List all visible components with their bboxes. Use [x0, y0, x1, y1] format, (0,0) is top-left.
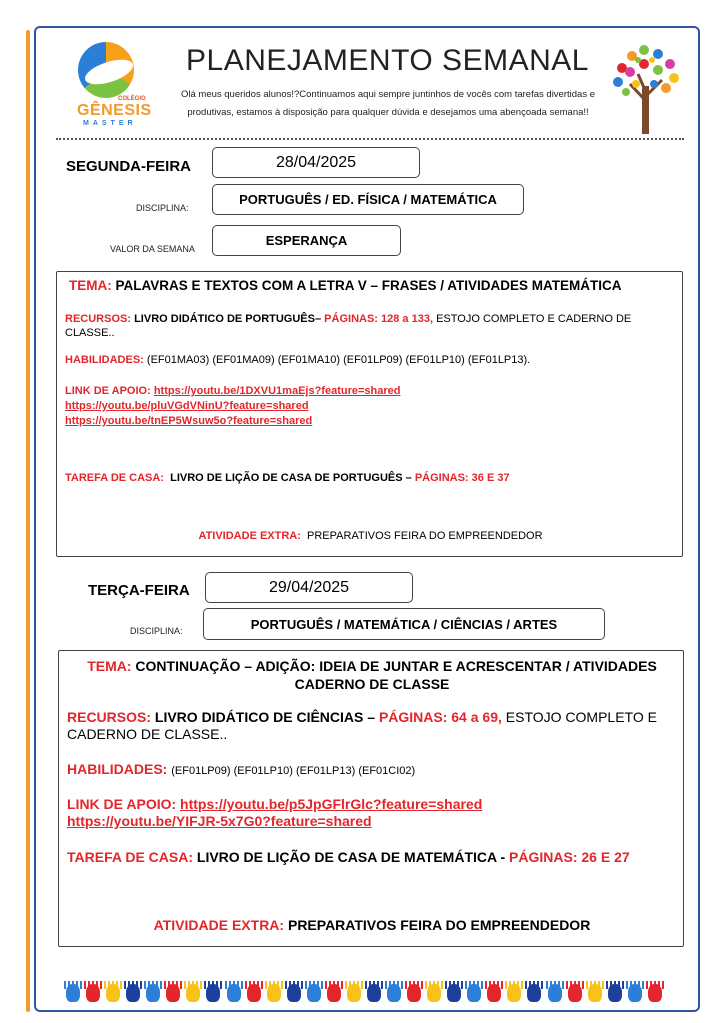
tuesday-links: [67, 796, 677, 830]
hands-border: [66, 984, 662, 1004]
tuesday-extra-text: PREPARATIVOS FEIRA DO EMPREENDEDOR: [287, 917, 591, 933]
monday-habilidades: [65, 354, 673, 366]
logo-master-text: MASTER: [83, 120, 137, 127]
hand-icon: [126, 984, 140, 1002]
monday-recursos-materials: ESTOJO COMPLETO E CADERNO DE CLASSE..: [65, 313, 632, 339]
tuesday-recursos-label: RECURSOS:: [67, 709, 152, 725]
tree-icon: [608, 40, 684, 136]
monday-label: SEGUNDA-FEIRA: [66, 158, 192, 175]
hand-icon: [608, 984, 622, 1002]
monday-link-2[interactable]: https://youtu.be/pluVGdVNinU?feature=shared: [65, 400, 309, 412]
tuesday-recursos-materials: ESTOJO COMPLETO E CADERNO DE CLASSE..: [67, 709, 657, 742]
monday-habilidades-label: HABILIDADES:: [65, 354, 144, 366]
tuesday-tarefa-label: TAREFA DE CASA:: [67, 849, 193, 865]
tuesday-tarefa-text: LIVRO DE LIÇÃO DE CASA DE MATEMÁTICA -: [196, 849, 506, 865]
tuesday-link-2[interactable]: https://youtu.be/YIFJR-5x7G0?feature=shared: [67, 813, 372, 829]
monday-recursos-pages: PÁGINAS: 128 a 133,: [324, 313, 434, 325]
hand-icon: [527, 984, 541, 1002]
monday-tema: [69, 278, 673, 293]
hand-icon: [206, 984, 220, 1002]
school-logo: [70, 40, 160, 130]
hand-icon: [86, 984, 100, 1002]
monday-extra: [57, 530, 684, 542]
hand-icon: [347, 984, 361, 1002]
hand-icon: [327, 984, 341, 1002]
intro-message: Olá meus queridos alunos!?Continuamos aqui sempre juntinhos de vocês com tarefas divertidas e produtivas, estamos à disposição para qualquer dúvida e desejamos uma abençoada semana!!: [180, 89, 595, 118]
tuesday-tema-text: CONTINUAÇÃO – ADIÇÃO: IDEIA DE JUNTAR E ACRESCENTAR / ATIVIDADES CADERNO DE CLASSE: [135, 658, 657, 692]
logo-school-name: GÊNESIS: [77, 102, 152, 119]
hand-icon: [588, 984, 602, 1002]
monday-discipline-label: DISCIPLINA:: [136, 203, 189, 213]
monday-link-label: LINK DE APOIO:: [65, 385, 151, 397]
monday-value-box: ESPERANÇA: [212, 225, 401, 256]
hand-icon: [307, 984, 321, 1002]
hand-icon: [287, 984, 301, 1002]
page-title: PLANEJAMENTO SEMANAL: [186, 44, 589, 77]
hand-icon: [467, 984, 481, 1002]
tuesday-extra: [59, 917, 685, 933]
monday-link-3[interactable]: https://youtu.be/tnEP5Wsuw5o?feature=shared: [65, 415, 313, 427]
hand-icon: [507, 984, 521, 1002]
tuesday-habilidades-codes: (EF01LP09) (EF01LP10) (EF01LP13) (EF01CI02): [171, 765, 416, 777]
tuesday-link-label: LINK DE APOIO:: [67, 796, 177, 812]
tuesday-date-box: 29/04/2025: [205, 572, 413, 603]
monday-date-box: 28/04/2025: [212, 147, 420, 178]
tuesday-discipline-label: DISCIPLINA:: [130, 626, 183, 636]
hand-icon: [648, 984, 662, 1002]
hand-icon: [247, 984, 261, 1002]
orange-side-bar: [26, 30, 30, 1012]
hand-icon: [106, 984, 120, 1002]
hand-icon: [487, 984, 501, 1002]
monday-tarefa-pages: PÁGINAS: 36 E 37: [414, 472, 510, 484]
hand-icon: [186, 984, 200, 1002]
monday-tema-text: PALAVRAS E TEXTOS COM A LETRA V – FRASES / ATIVIDADES MATEMÁTICA: [115, 278, 622, 293]
monday-discipline-box: PORTUGUÊS / ED. FÍSICA / MATEMÁTICA: [212, 184, 524, 215]
header-divider: [56, 138, 684, 140]
hand-icon: [227, 984, 241, 1002]
hand-icon: [568, 984, 582, 1002]
logo-colegio-text: COLÉGIO: [118, 96, 146, 102]
hand-icon: [66, 984, 80, 1002]
monday-tarefa-label: TAREFA DE CASA:: [65, 472, 164, 484]
hand-icon: [387, 984, 401, 1002]
tuesday-tarefa: [67, 849, 677, 865]
hand-icon: [548, 984, 562, 1002]
tuesday-recursos-pages: PÁGINAS: 64 a 69,: [378, 709, 502, 725]
monday-tarefa: [65, 472, 673, 484]
hand-icon: [267, 984, 281, 1002]
tuesday-tarefa-pages: PÁGINAS: 26 E 27: [509, 849, 630, 865]
monday-recursos-book: LIVRO DIDÁTICO DE PORTUGUÊS–: [134, 313, 322, 325]
tuesday-habilidades: [67, 761, 677, 777]
monday-recursos: [65, 312, 673, 340]
hand-icon: [407, 984, 421, 1002]
tuesday-tema: [69, 657, 675, 693]
monday-tema-label: TEMA:: [69, 278, 112, 293]
hand-icon: [628, 984, 642, 1002]
hand-icon: [166, 984, 180, 1002]
tuesday-label: TERÇA-FEIRA: [88, 582, 190, 599]
monday-extra-text: PREPARATIVOS FEIRA DO EMPREENDEDOR: [307, 530, 543, 542]
monday-links: [65, 384, 673, 429]
tuesday-tema-label: TEMA:: [87, 658, 132, 674]
monday-value-label: VALOR DA SEMANA: [110, 244, 195, 254]
tuesday-extra-label: ATIVIDADE EXTRA:: [153, 917, 285, 933]
monday-habilidades-codes: (EF01MA03) (EF01MA09) (EF01MA10) (EF01LP09) (EF01LP10) (EF01LP13).: [146, 354, 531, 366]
monday-recursos-label: RECURSOS:: [65, 313, 132, 325]
hand-icon: [367, 984, 381, 1002]
tuesday-recursos: [67, 709, 677, 743]
monday-extra-label: ATIVIDADE EXTRA:: [198, 530, 301, 542]
monday-link-1[interactable]: https://youtu.be/1DXVU1maEjs?feature=shared: [153, 385, 401, 397]
tuesday-habilidades-label: HABILIDADES:: [67, 761, 168, 777]
hand-icon: [427, 984, 441, 1002]
tuesday-recursos-book: LIVRO DIDÁTICO DE CIÊNCIAS –: [154, 709, 376, 725]
tuesday-discipline-box: PORTUGUÊS / MATEMÁTICA / CIÊNCIAS / ARTES: [203, 608, 605, 640]
tuesday-link-1[interactable]: https://youtu.be/p5JpGFlrGlc?feature=shared: [180, 796, 483, 812]
hand-icon: [146, 984, 160, 1002]
tuesday-content-box: [58, 650, 684, 947]
monday-tarefa-text: LIVRO DE LIÇÃO DE CASA DE PORTUGUÊS –: [170, 472, 412, 484]
hand-icon: [447, 984, 461, 1002]
monday-content-box: [56, 271, 683, 557]
